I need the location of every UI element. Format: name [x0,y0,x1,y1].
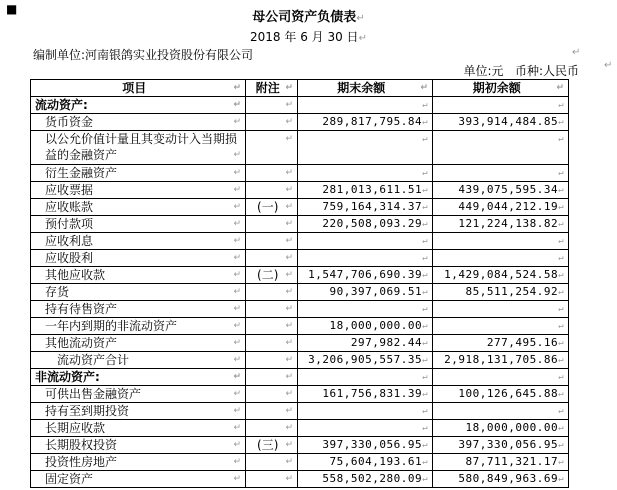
cell-note [246,97,298,114]
cell-mark-icon: ↵ [558,100,564,110]
cell-end-balance: 90,397,069.51 ↵ [298,284,433,301]
cell-end-balance: 397,330,056.95 ↵ [298,437,433,454]
date-text: 2018 年 6 月 30 日 [250,30,359,44]
cell-note: (三) ↵ [246,437,298,454]
cell-mark-icon: ↵ [233,236,241,246]
cell-item: 存货 ↵ [31,284,246,301]
cell-mark-icon: ↵ [558,117,564,127]
cell-end-balance: 558,502,280.09 ↵ [298,471,433,488]
cell-mark-icon: ↵ [233,168,241,178]
cell-note [246,216,298,233]
cell-mark-icon: ↵ [233,372,241,382]
cell-begin-balance: 87,711,321.17 ↵ [433,454,569,471]
cell-note [246,386,298,403]
table-row [31,454,569,471]
cell-note [246,420,298,437]
table-row [31,301,569,318]
paragraph-mark-icon: ↵ [358,33,367,44]
cell-item: 应收股利 ↵ [31,250,246,267]
cell-item: 以公允价值计量且其变动计入当期损益的金融资产 ↵ [31,131,246,165]
cell-begin-balance: 397,330,056.95 ↵ [433,437,569,454]
cell-mark-icon: ↵ [233,117,241,127]
table-row [31,318,569,335]
cell-note [246,233,298,250]
cell-begin-balance [433,131,569,165]
cell-mark-icon: ↵ [558,338,564,348]
cell-mark-icon: ↵ [422,253,428,263]
cell-mark-icon: ↵ [233,355,241,365]
cell-item: 预付款项 ↵ [31,216,246,233]
cell-mark-icon: ↵ [422,355,428,365]
cell-item: 长期应收款 ↵ [31,420,246,437]
cell-begin-balance [433,165,569,182]
cell-begin-balance: 121,224,138.82 ↵ [433,216,569,233]
table-row [31,97,569,114]
cell-item: 流动资产合计 ↵ [31,352,246,369]
cell-begin-balance [433,301,569,318]
cell-mark-icon: ↵ [233,150,241,160]
cell-begin-balance [433,403,569,420]
cell-note [246,403,298,420]
cell-mark-icon: ↵ [558,355,564,365]
cell-mark-icon: ↵ [285,117,293,127]
cell-end-balance: 759,164,314.37 ↵ [298,199,433,216]
cell-mark-icon: ↵ [233,185,241,195]
page-title [0,6,617,25]
cell-note [246,318,298,335]
cell-mark-icon: ↵ [285,219,293,229]
table-row [31,369,569,386]
cell-mark-icon: ↵ [233,287,241,297]
currency-label: 币种:人民币 [514,64,579,78]
cell-mark-icon: ↵ [233,202,241,212]
cell-mark-icon: ↵ [233,321,241,331]
cell-begin-balance: 277,495.16 ↵ [433,335,569,352]
cell-mark-icon: ↵ [422,236,428,246]
cell-mark-icon: ↵ [285,440,293,450]
cell-begin-balance: 100,126,645.88 ↵ [433,386,569,403]
cell-end-balance: 289,817,795.84 ↵ [298,114,433,131]
table-row [31,131,569,165]
table-row [31,437,569,454]
cell-mark-icon: ↵ [285,389,293,399]
cell-item: 应收利息 ↵ [31,233,246,250]
cell-mark-icon: ↵ [558,321,564,331]
cell-end-balance [298,131,433,165]
cell-end-balance: 281,013,611.51 ↵ [298,182,433,199]
header-begin-balance: 期初余额 ↵ [433,80,569,97]
cell-mark-icon: ↵ [285,355,293,365]
cell-begin-balance: 85,511,254.92 ↵ [433,284,569,301]
cell-item: 长期股权投资 ↵ [31,437,246,454]
cell-mark-icon: ↵ [558,372,564,382]
cell-mark-icon: ↵ [422,372,428,382]
cell-mark-icon: ↵ [285,304,293,314]
cell-item: 其他流动资产 ↵ [31,335,246,352]
cell-mark-icon: ↵ [558,168,564,178]
cell-end-balance: 161,756,831.39 ↵ [298,386,433,403]
cell-mark-icon: ↵ [285,372,293,382]
cell-mark-icon: ↵ [285,236,293,246]
cell-mark-icon: ↵ [285,168,293,178]
table-row [31,386,569,403]
cell-mark-icon: ↵ [422,117,428,127]
cell-mark-icon: ↵ [422,185,428,195]
table-row [31,267,569,284]
cell-note: (二) ↵ [246,267,298,284]
cell-note: (一) ↵ [246,199,298,216]
cell-mark-icon: ↵ [558,134,564,144]
cell-mark-icon: ↵ [285,202,293,212]
cell-end-balance [298,301,433,318]
cell-mark-icon: ↵ [420,83,428,93]
cell-end-balance [298,97,433,114]
cell-mark-icon: ↵ [285,134,293,144]
cell-item: 投资性房地产 ↵ [31,454,246,471]
cell-note [246,369,298,386]
cell-end-balance [298,250,433,267]
cell-note [246,182,298,199]
cell-mark-icon: ↵ [285,83,293,93]
cell-mark-icon: ↵ [422,270,428,280]
list-bullet: ■ [6,2,18,16]
cell-end-balance [298,165,433,182]
cell-note [246,114,298,131]
cell-mark-icon: ↵ [233,474,241,484]
cell-begin-balance [433,369,569,386]
table-row [31,284,569,301]
cell-note [246,250,298,267]
cell-note [246,301,298,318]
table-row [31,471,569,488]
cell-begin-balance: 393,914,484.85 ↵ [433,114,569,131]
cell-mark-icon: ↵ [422,474,428,484]
cell-mark-icon: ↵ [233,440,241,450]
cell-item: 持有至到期投资 ↵ [31,403,246,420]
cell-mark-icon: ↵ [558,270,564,280]
table-row [31,403,569,420]
cell-mark-icon: ↵ [285,457,293,467]
cell-note [246,131,298,165]
cell-mark-icon: ↵ [558,423,564,433]
cell-begin-balance [433,250,569,267]
balance-sheet-table [30,79,569,488]
cell-begin-balance: 1,429,084,524.58 ↵ [433,267,569,284]
reporting-entity: 编制单位:河南银鸽实业投资股份有限公司 [33,48,254,62]
cell-mark-icon: ↵ [422,321,428,331]
unit-label: 单位:元 [463,64,504,78]
header-item: 项目 ↵ [31,80,246,97]
cell-begin-balance: 580,849,963.69 ↵ [433,471,569,488]
cell-end-balance: 1,547,706,690.39 ↵ [298,267,433,284]
cell-note [246,165,298,182]
table-row [31,114,569,131]
cell-mark-icon: ↵ [422,202,428,212]
cell-item: 流动资产: ↵ [31,97,246,114]
cell-end-balance [298,403,433,420]
table-row [31,165,569,182]
cell-mark-icon: ↵ [233,219,241,229]
cell-end-balance: 220,508,093.29 ↵ [298,216,433,233]
table-row [31,216,569,233]
cell-mark-icon: ↵ [556,83,564,93]
cell-end-balance [298,420,433,437]
cell-end-balance: 3,206,905,557.35 ↵ [298,352,433,369]
cell-mark-icon: ↵ [233,83,241,93]
cell-mark-icon: ↵ [558,185,564,195]
cell-mark-icon: ↵ [422,338,428,348]
cell-begin-balance: 449,044,212.19 ↵ [433,199,569,216]
table-row [31,250,569,267]
cell-mark-icon: ↵ [285,474,293,484]
table-row [31,420,569,437]
cell-mark-icon: ↵ [422,287,428,297]
cell-mark-icon: ↵ [285,270,293,280]
table-row [31,199,569,216]
cell-item: 货币资金 ↵ [31,114,246,131]
header-end-balance: 期末余额 ↵ [298,80,433,97]
cell-mark-icon: ↵ [422,406,428,416]
cell-mark-icon: ↵ [422,304,428,314]
cell-mark-icon: ↵ [285,321,293,331]
cell-mark-icon: ↵ [285,253,293,263]
paragraph-mark-icon: ↵ [572,47,581,58]
cell-mark-icon: ↵ [233,304,241,314]
cell-mark-icon: ↵ [285,287,293,297]
header-note: 附注 ↵ [246,80,298,97]
cell-end-balance: 75,604,193.61 ↵ [298,454,433,471]
cell-begin-balance [433,233,569,250]
cell-item: 其他应收款 ↵ [31,267,246,284]
cell-note [246,454,298,471]
cell-item: 可供出售金融资产 ↵ [31,386,246,403]
cell-item: 应收账款 ↵ [31,199,246,216]
cell-mark-icon: ↵ [558,253,564,263]
cell-item: 衍生金融资产 ↵ [31,165,246,182]
cell-begin-balance [433,318,569,335]
cell-mark-icon: ↵ [233,270,241,280]
cell-begin-balance: 439,075,595.34 ↵ [433,182,569,199]
cell-mark-icon: ↵ [422,168,428,178]
cell-item: 固定资产 ↵ [31,471,246,488]
cell-mark-icon: ↵ [558,219,564,229]
cell-item: 应收票据 ↵ [31,182,246,199]
cell-mark-icon: ↵ [285,100,293,110]
cell-mark-icon: ↵ [558,440,564,450]
paragraph-mark-icon: ↵ [356,13,365,24]
report-date [0,28,617,45]
cell-end-balance [298,233,433,250]
cell-mark-icon: ↵ [233,406,241,416]
cell-end-balance [298,369,433,386]
cell-mark-icon: ↵ [285,185,293,195]
cell-mark-icon: ↵ [422,389,428,399]
cell-mark-icon: ↵ [422,457,428,467]
cell-item: 持有待售资产 ↵ [31,301,246,318]
cell-mark-icon: ↵ [558,304,564,314]
cell-mark-icon: ↵ [233,253,241,263]
table-row [31,182,569,199]
cell-end-balance: 297,982.44 ↵ [298,335,433,352]
unit-currency-line [463,62,579,79]
table-row [31,352,569,369]
cell-mark-icon: ↵ [233,100,241,110]
cell-mark-icon: ↵ [233,423,241,433]
paragraph-mark-icon: ↵ [604,60,613,71]
cell-mark-icon: ↵ [233,338,241,348]
cell-mark-icon: ↵ [422,134,428,144]
cell-mark-icon: ↵ [422,423,428,433]
title-text: 母公司资产负债表 [252,10,357,25]
cell-mark-icon: ↵ [558,474,564,484]
cell-mark-icon: ↵ [558,287,564,297]
table-header-row [31,80,569,97]
cell-mark-icon: ↵ [422,219,428,229]
cell-item: 非流动资产: ↵ [31,369,246,386]
cell-end-balance: 18,000,000.00 ↵ [298,318,433,335]
cell-note [246,471,298,488]
cell-note [246,352,298,369]
cell-mark-icon: ↵ [422,440,428,450]
cell-mark-icon: ↵ [285,406,293,416]
cell-mark-icon: ↵ [558,406,564,416]
cell-mark-icon: ↵ [558,457,564,467]
cell-mark-icon: ↵ [422,100,428,110]
cell-begin-balance: 18,000,000.00 ↵ [433,420,569,437]
cell-mark-icon: ↵ [233,389,241,399]
cell-note [246,335,298,352]
cell-item: 一年内到期的非流动资产 ↵ [31,318,246,335]
cell-begin-balance: 2,918,131,705.86 ↵ [433,352,569,369]
cell-begin-balance [433,97,569,114]
cell-mark-icon: ↵ [233,457,241,467]
cell-mark-icon: ↵ [285,338,293,348]
cell-mark-icon: ↵ [285,423,293,433]
cell-mark-icon: ↵ [558,236,564,246]
table-row [31,335,569,352]
cell-note [246,284,298,301]
cell-mark-icon: ↵ [558,202,564,212]
cell-mark-icon: ↵ [558,389,564,399]
table-row [31,233,569,250]
